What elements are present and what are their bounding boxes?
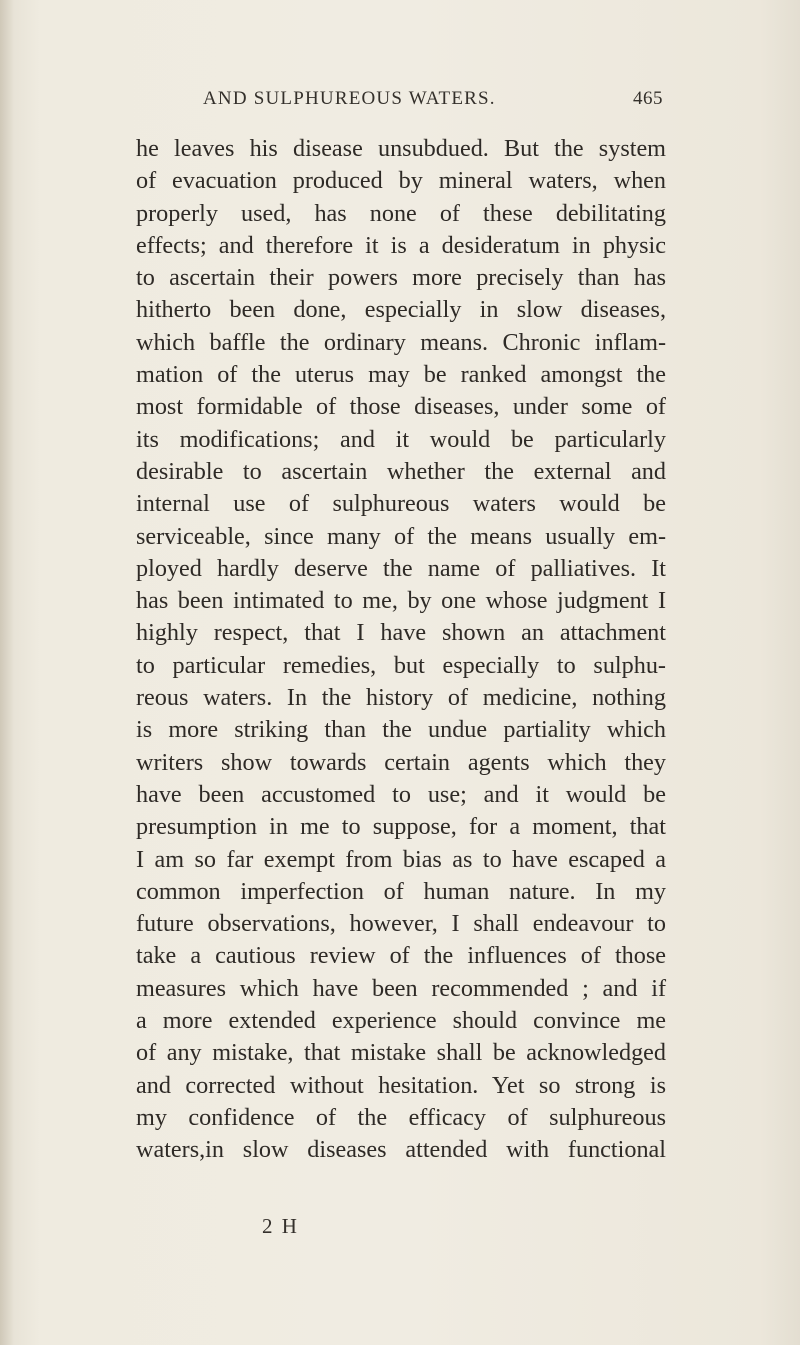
text-line: internal use of sulphureous waters would be xyxy=(136,490,666,518)
text-line: writers show towards certain agents which they xyxy=(136,748,666,776)
text-line: most formidable of those diseases, under some of xyxy=(136,393,666,421)
text-line: future observations, however, I shall endeavour to xyxy=(136,910,666,938)
text-line: mation of the uterus may be ranked amongst the xyxy=(136,361,666,389)
text-line: and corrected without hesitation. Yet so strong is xyxy=(136,1071,666,1099)
text-line: to ascertain their powers more precisely than has xyxy=(136,264,666,292)
text-line: which baffle the ordinary means. Chronic inflam- xyxy=(136,328,666,356)
text-line: of any mistake, that mistake shall be acknowledged xyxy=(136,1039,666,1067)
text-line: I am so far exempt from bias as to have escaped a xyxy=(136,845,666,873)
text-line: highly respect, that I have shown an attachment xyxy=(136,619,666,647)
text-line: its modifications; and it would be particularly xyxy=(136,425,666,453)
running-head xyxy=(203,88,663,116)
text-line: of evacuation produced by mineral waters, when xyxy=(136,167,666,195)
text-line: has been intimated to me, by one whose judgment I xyxy=(136,587,666,615)
text-line: properly used, has none of these debilitating xyxy=(136,199,666,227)
text-line: common imperfection of human nature. In my xyxy=(136,877,666,905)
text-line: desirable to ascertain whether the external and xyxy=(136,457,666,485)
text-line: to particular remedies, but especially to sulphu- xyxy=(136,651,666,679)
text-line: reous waters. In the history of medicine, nothing xyxy=(136,684,666,712)
text-line: effects; and therefore it is a desideratum in physic xyxy=(136,231,666,259)
text-line: presumption in me to suppose, for a moment, that xyxy=(136,813,666,841)
text-line: waters,in slow diseases attended with functional xyxy=(136,1136,666,1164)
text-line: take a cautious review of the influences of those xyxy=(136,942,666,970)
text-line: have been accustomed to use; and it would be xyxy=(136,780,666,808)
signature-mark: 2 H xyxy=(262,1214,299,1238)
text-line: measures which have been recommended ; and if xyxy=(136,974,666,1002)
page-number: 465 xyxy=(633,88,663,109)
page-gutter-edge xyxy=(0,0,14,1345)
body-text xyxy=(136,133,666,1167)
text-line: is more striking than the undue partiality which xyxy=(136,716,666,744)
running-title: AND SULPHUREOUS WATERS. xyxy=(203,88,496,109)
text-line: a more extended experience should convince me xyxy=(136,1007,666,1035)
text-line: hitherto been done, especially in slow diseases, xyxy=(136,296,666,324)
text-line: he leaves his disease unsubdued. But the system xyxy=(136,135,666,162)
text-line: serviceable, since many of the means usually em- xyxy=(136,522,666,550)
text-line: ployed hardly deserve the name of palliatives. It xyxy=(136,554,666,582)
text-line: my confidence of the efficacy of sulphureous xyxy=(136,1103,666,1131)
